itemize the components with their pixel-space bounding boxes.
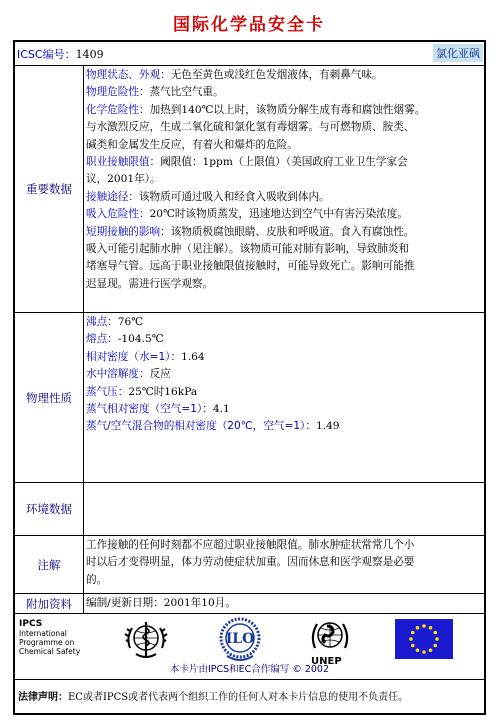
important-data-value: 蒸气比空气重。 <box>149 86 224 99</box>
eu-star-icon <box>411 644 415 648</box>
physical-property-value: 反应 <box>149 368 171 381</box>
important-data-key: 物理状态、外观： <box>86 69 171 81</box>
physical-property-line <box>86 418 482 435</box>
physical-property-value: 4.1 <box>212 403 230 416</box>
ipcs-line-1: International <box>19 629 67 638</box>
card-title: 国际化学品安全卡 <box>173 15 325 35</box>
environment-row <box>15 483 484 536</box>
notes-line: 工作接触的任何时刻都不应超过职业接触限值。肺水肿症状常常几个小 <box>86 539 415 551</box>
physical-property-key: 水中溶解度： <box>86 368 150 381</box>
important-data-value: 议，2001年）。 <box>86 173 161 186</box>
important-data-value: 阈限值：1ppm（上限值）（美国政府工业卫生学家会 <box>160 156 408 169</box>
who-logo-icon <box>122 618 170 662</box>
important-data-value: 与水激烈反应，生成二氧化硫和氯化氢有毒烟雾。与可燃物质、胺类、 <box>86 121 415 134</box>
eu-star-icon <box>433 644 437 648</box>
important-data-line <box>86 102 482 119</box>
important-data-line <box>86 137 482 154</box>
icsc-code-label: ICSC编号： <box>17 48 76 61</box>
important-data-line <box>86 67 482 84</box>
svg-text:ILO: ILO <box>225 631 255 647</box>
header-row <box>15 42 484 66</box>
physical-property-key: 蒸气相对密度（空气=1）： <box>86 403 213 416</box>
physical-property-line <box>86 384 482 401</box>
additional-row <box>15 594 484 614</box>
eu-star-icon <box>416 648 420 652</box>
chemical-name: 氯化亚砜 <box>433 44 483 62</box>
legal-statement <box>18 688 408 703</box>
legal-label: 法律声明： <box>18 692 68 703</box>
eu-star-icon <box>433 631 437 635</box>
physical-property-key: 熔点： <box>86 333 118 346</box>
important-data-line <box>86 258 482 275</box>
important-data-line <box>86 171 482 188</box>
important-data-line <box>86 154 482 171</box>
important-data-value: 堵塞导气管。远高于职业接触限值接触时，可能导致死亡。影响可能推 <box>86 260 415 273</box>
important-data-key: 短期接触的影响： <box>86 225 171 238</box>
eu-star-icon <box>429 648 433 652</box>
environment-label: 环境数据 <box>15 483 84 535</box>
physical-properties-row <box>15 313 484 483</box>
important-data-key: 接触途径： <box>86 190 139 203</box>
physical-property-value: -104.5℃ <box>117 333 164 346</box>
physical-property-key: 沸点： <box>86 316 118 328</box>
notes-content <box>86 537 482 589</box>
physical-property-line <box>86 314 482 331</box>
icsc-code <box>17 46 104 62</box>
important-data-value: 吸入可能引起肺水肿（见注解）。该物质可能对肺有影响，导致肺炎和 <box>86 243 410 256</box>
important-data-value: 迟显现。需进行医学观察。 <box>86 277 214 290</box>
important-data-line <box>86 189 482 206</box>
important-data-value: 该物质可通过吸入和经食入吸收到体内。 <box>138 190 330 203</box>
icsc-code-value: 1409 <box>75 48 104 61</box>
important-data-key: 物理危险性： <box>86 86 150 99</box>
ilo-logo-icon <box>215 616 265 664</box>
important-data-value: 该物质极腐蚀眼睛、皮肤和呼吸道。食入有腐蚀性。 <box>170 225 415 238</box>
eu-star-icon <box>422 650 426 654</box>
eu-star-icon <box>409 637 413 641</box>
eu-star-icon <box>416 626 420 630</box>
eu-star-icon <box>435 637 439 641</box>
eu-star-icon <box>429 626 433 630</box>
eu-star-icon <box>411 631 415 635</box>
physical-property-value: 1.64 <box>181 350 205 363</box>
cooperation-caption: 本卡片由IPCS和EC合作编写 © 2002 <box>169 664 330 675</box>
important-data-key: 职业接触限值： <box>86 156 161 169</box>
unep-logo-icon <box>307 616 353 656</box>
physical-property-line <box>86 349 482 366</box>
additional-content: 编制/更新日期：2001年10月。 <box>86 597 236 609</box>
physical-property-line <box>86 366 482 383</box>
important-data-label: 重要数据 <box>15 66 84 312</box>
physical-property-line <box>86 331 482 348</box>
physical-properties-content <box>86 314 482 436</box>
ipcs-title: IPCS <box>19 619 43 629</box>
important-data-value: 20℃时该物质蒸发，迅速地达到空气中有害污染浓度。 <box>149 208 408 221</box>
important-data-value: 碱类和金属发生反应，有着火和爆炸的危险。 <box>86 138 298 151</box>
important-data-row <box>15 66 484 313</box>
notes-line: 的。 <box>86 573 108 586</box>
legal-text: EC或者IPCS或者代表两个组织工作的任何人对本卡片信息的使用不负责任。 <box>68 692 409 703</box>
legal-row <box>15 680 484 713</box>
physical-property-value: 1.49 <box>315 420 340 433</box>
notes-row <box>15 536 484 594</box>
unep-label: UNEP <box>311 656 342 667</box>
important-data-line <box>86 241 482 258</box>
physical-property-line <box>86 401 482 418</box>
ipcs-line-3: Chemical Safety <box>19 647 81 656</box>
important-data-line <box>86 224 482 241</box>
card-frame <box>13 40 486 715</box>
important-data-key: 吸入危险性： <box>86 208 150 221</box>
physical-property-key: 相对密度（水=1）： <box>86 350 182 363</box>
physical-property-key: 蒸气压： <box>86 385 129 398</box>
physical-property-value: 25℃时16kPa <box>128 385 198 398</box>
physical-property-value: 76℃ <box>117 316 144 328</box>
important-data-line <box>86 276 482 293</box>
physical-property-key: 蒸气/空气混合物的相对密度（20℃，空气=1）： <box>86 420 316 433</box>
important-data-content <box>86 67 482 293</box>
important-data-value: 加热到140℃以上时，该物质分解生成有毒和腐蚀性烟雾。 <box>149 103 426 116</box>
notes-label: 注解 <box>15 536 84 593</box>
important-data-line <box>86 84 482 101</box>
ipcs-line-2: Programme on <box>19 638 75 647</box>
important-data-key: 化学危险性： <box>86 103 150 116</box>
important-data-line <box>86 119 482 136</box>
eu-flag-icon <box>395 619 453 659</box>
organizations-row <box>15 614 484 680</box>
important-data-value: 无色至黄色或浅红色发烟液体，有刺鼻气味。 <box>170 69 383 81</box>
organizations <box>15 614 484 679</box>
physical-properties-label: 物理性质 <box>15 313 84 482</box>
ipcs-block <box>19 619 80 656</box>
eu-star-icon <box>422 624 426 628</box>
important-data-line <box>86 206 482 223</box>
additional-label: 附加资料 <box>15 594 84 613</box>
notes-line: 时以后才变得明显，体力劳动使症状加重。因而休息和医学观察是必要 <box>86 556 415 569</box>
